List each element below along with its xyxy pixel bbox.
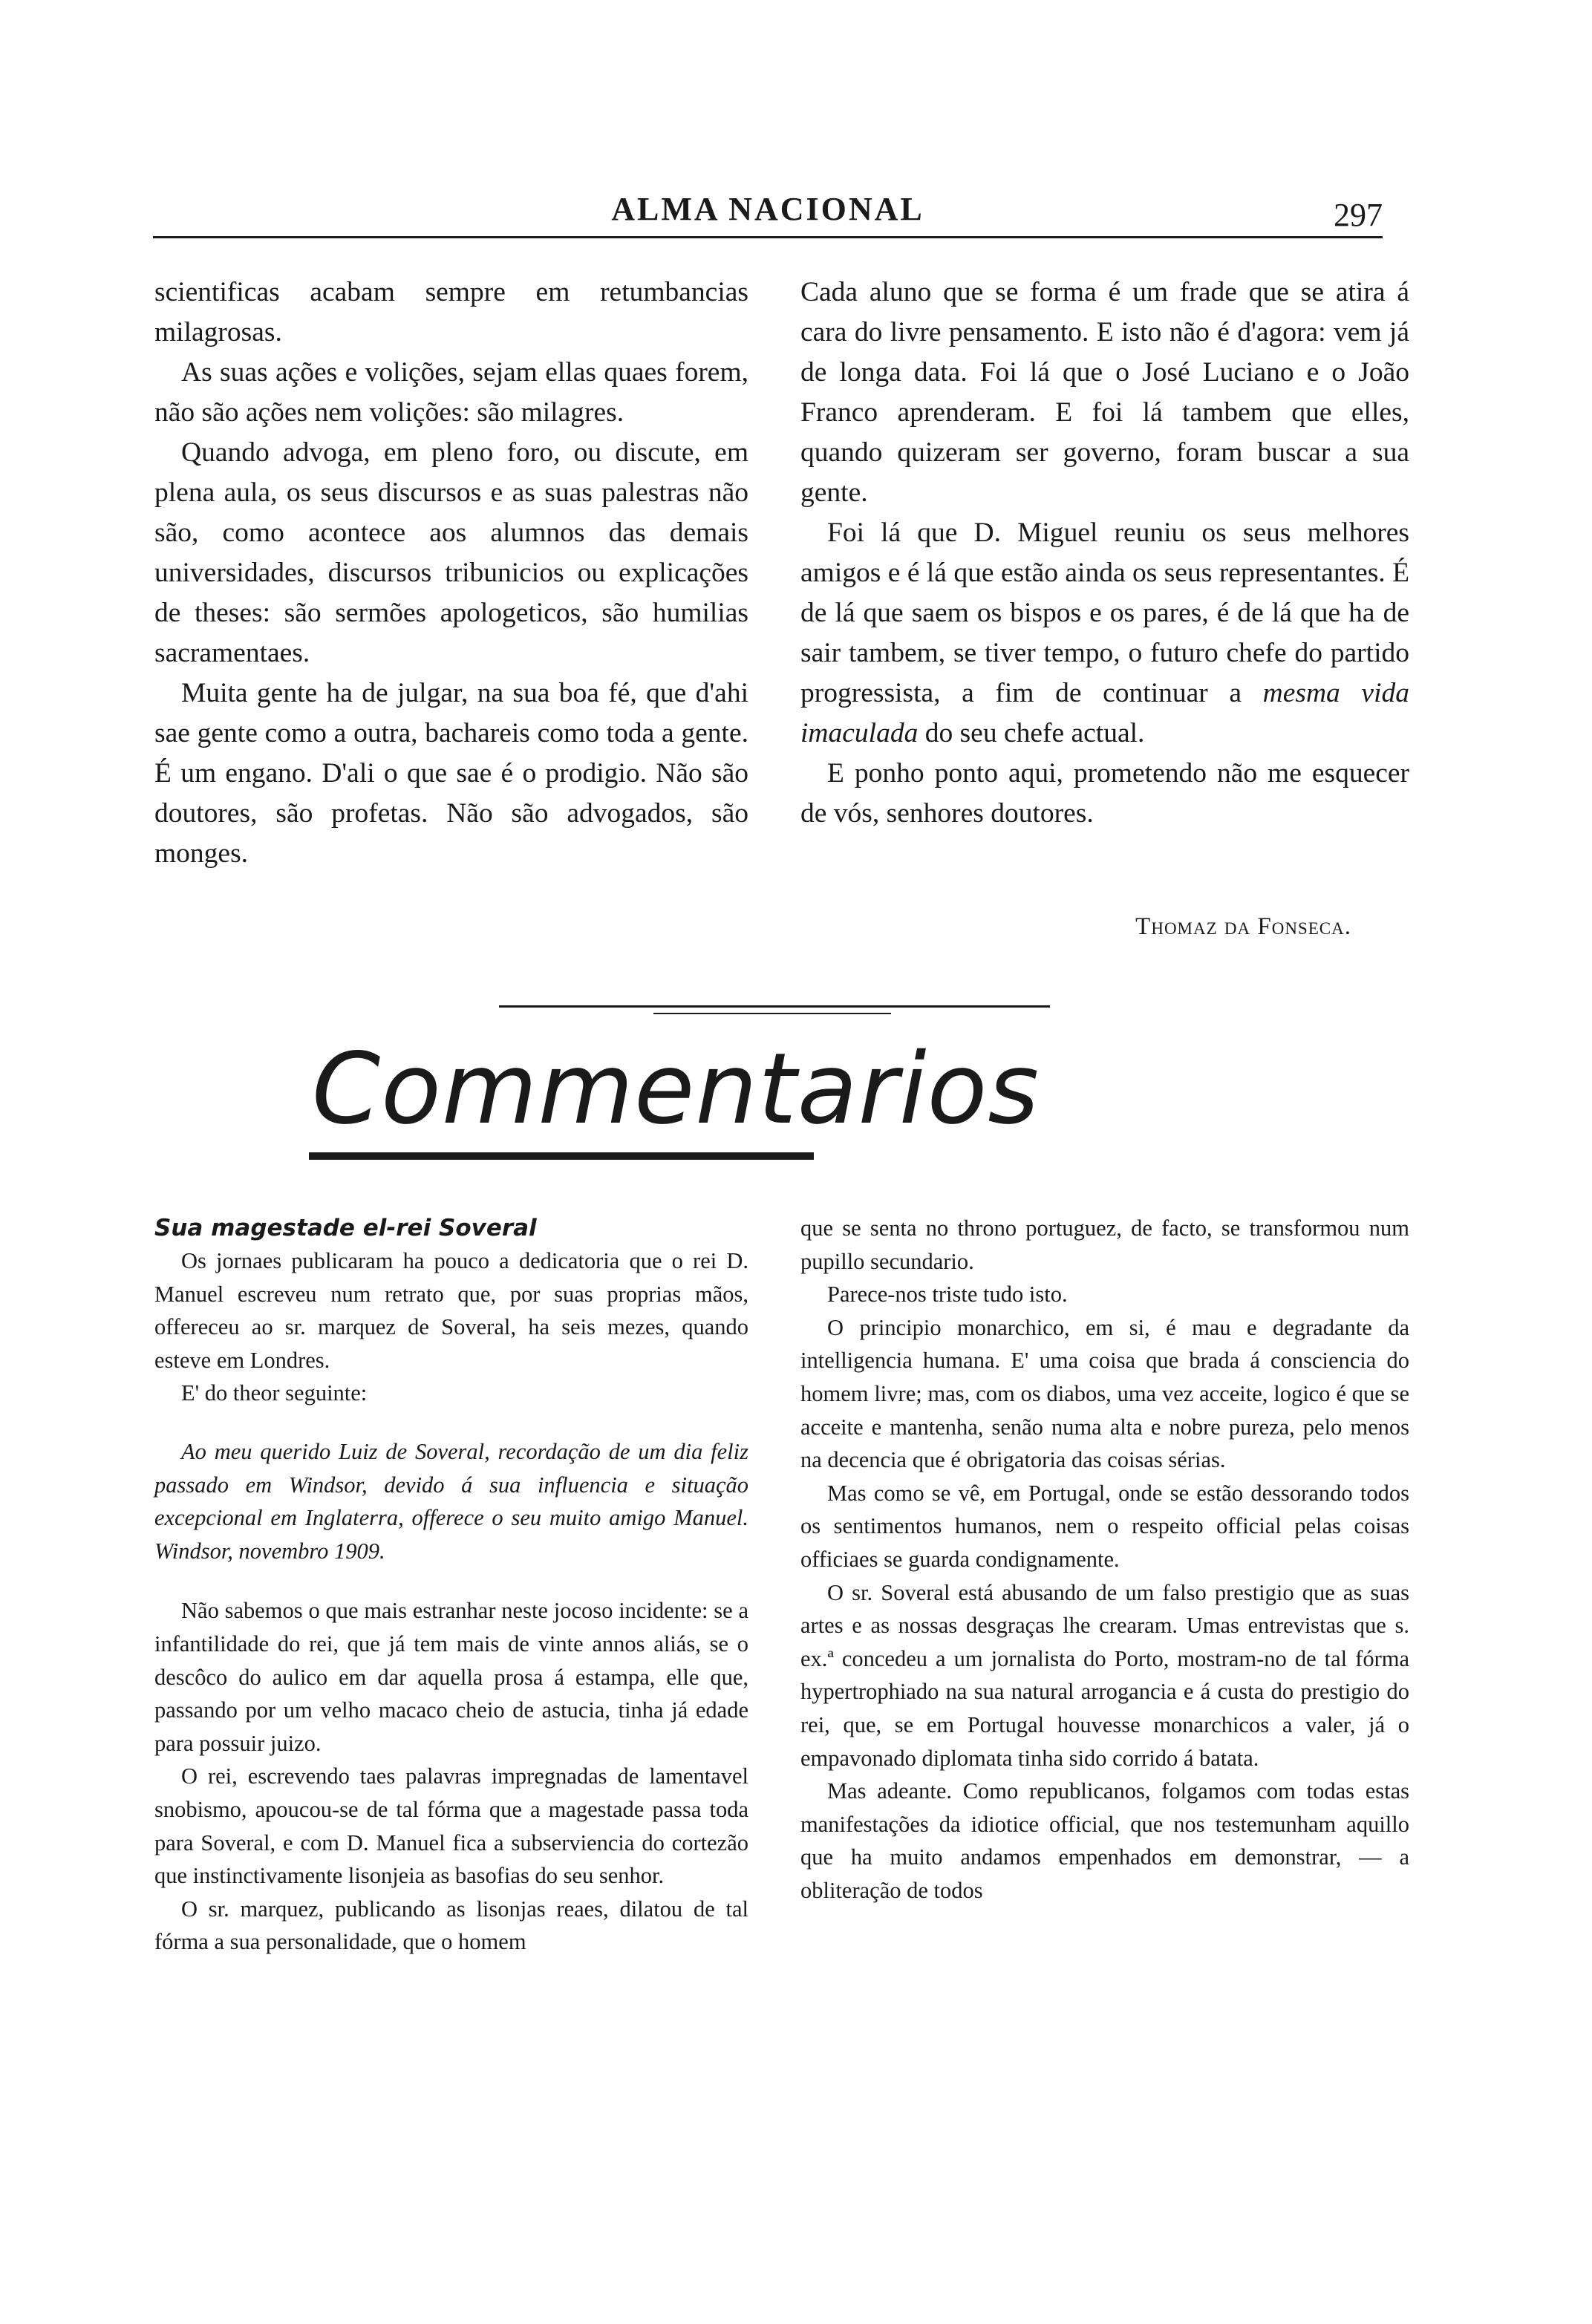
emphasized-phrase: mesma vida imaculada [800,678,1409,748]
paragraph: Os jornaes publicaram ha pouco a dedicatoria que o rei D. Manuel escreveu num retrato que, por suas proprias mãos, offereceu ao sr. marquez de Soveral, ha seis mezes, quando esteve em Londres. [154,1248,748,1373]
paragraph-text: do seu chefe actual. [918,718,1145,748]
commentary-left-column [154,1212,748,1959]
paragraph: O sr. Soveral está abusando de um falso prestigio que as suas artes e as nossas desgraças lhe crearam. Umas entrevistas que s. ex.ª concedeu a um jornalista do Porto, mostram-no de tal fórma hypertrophiado na sua natural arrogancia e á custa do prestigio do rei, que, se em Portugal houvesse monarchicos a valer, já o empavonado diplomata tinha sido corrido á batata. [800,1579,1409,1771]
paragraph: scientificas acabam sempre em retumbancias milagrosas. [154,277,748,347]
dedication-quote: Ao meu querido Luiz de Soveral, recordação de um dia feliz passado em Windsor, devido á sua influencia e situação excepcional em Inglaterra, offerece o seu muito amigo Manuel. Windsor, novembro 1909. [154,1438,748,1564]
section-heading-rule [309,1152,814,1160]
paragraph: E' do theor seguinte: [181,1380,368,1406]
journal-title: ALMA NACIONAL [611,191,924,227]
article-continuation-right-column [800,272,1409,834]
paragraph: Mas como se vê, em Portugal, onde se estão dessorando todos os sentimentos humanos, nem o respeito official pelas coisas officiaes se guarda condignamente. [800,1480,1409,1572]
header-rule [153,236,1383,238]
paragraph: As suas ações e volições, sejam ellas quaes forem, não são ações nem volições: são milagres. [154,357,748,428]
paragraph: Mas adeante. Como republicanos, folgamos com todas estas manifestações da idiotice official, que nos testemunham aquillo que ha muito andamos empenhados em demonstrar, — a obliteração de todos [800,1778,1409,1903]
paragraph: O principio monarchico, em si, é mau e degradante da intelligencia humana. E' uma coisa que brada á consciencia do homem livre; mas, com os diabos, uma vez acceite, logico é que se acceite e mantenha, senão numa alta e nobre pureza, pelo menos na decencia que é obrigatoria das coisas sérias. [800,1314,1409,1473]
article-divider-short [653,1013,891,1014]
commentary-right-column [800,1212,1409,1907]
article-divider [499,1005,1050,1008]
paragraph [800,513,1409,754]
paragraph: Parece-nos triste tudo isto. [827,1282,1068,1308]
section-heading: Commentarios [312,1032,1040,1146]
paragraph: O sr. marquez, publicando as lisonjas reaes, dilatou de tal fórma a sua personalidade, que o homem [154,1896,748,1955]
paragraph: Não sabemos o que mais estranhar neste jocoso incidente: se a infantilidade do rei, que já tem mais de vinte annos aliás, se o descôco do aulico em dar aquella prosa á estampa, elle que, passando por um velho macaco cheio de astucia, tinha já edade para possuir juizo. [154,1598,748,1756]
author-signature: Thomaz da Fonseca. [1135,913,1351,940]
article-continuation-left-column [154,272,748,874]
running-header [153,177,1383,236]
paragraph: E ponho ponto aqui, prometendo não me esquecer de vós, senhores doutores. [800,758,1409,829]
paragraph: Cada aluno que se forma é um frade que se atira á cara do livre pensamento. E isto não é d'agora: vem já de longa data. Foi lá que o José Luciano e o João Franco aprenderam. E foi lá tambem que elles, quando quizeram ser governo, foram buscar a sua gente. [800,277,1409,508]
paragraph: que se senta no throno portuguez, de facto, se transformou num pupillo secundario. [800,1215,1409,1274]
article-subheading: Sua magestade el-rei Soveral [154,1215,537,1241]
paragraph-text: Foi lá que D. Miguel reuniu os seus melhores amigos e é lá que estão ainda os seus representantes. É de lá que saem os bispos e os pares, é de lá que ha de sair tambem, se tiver tempo, o futuro chefe do partido progressista, a fim de continuar a [800,518,1409,708]
page-number: 297 [1334,197,1383,233]
paragraph: Quando advoga, em pleno foro, ou discute, em plena aula, os seus discursos e as suas palestras não são, como acontece aos alumnos das demais universidades, discursos tribunicios ou explicações de theses: são sermões apologeticos, são humilias sacramentaes. [154,437,748,668]
paragraph: O rei, escrevendo taes palavras impregnadas de lamentavel snobismo, apoucou-se de tal fórma que a magestade passa toda para Soveral, e com D. Manuel fica a subserviencia do cortezão que instinctivamente lisonjeia as basofias do seu senhor. [154,1763,748,1889]
paragraph: Muita gente ha de julgar, na sua boa fé, que d'ahi sae gente como a outra, bachareis como toda a gente. É um engano. D'ali o que sae é o prodigio. Não são doutores, são profetas. Não são advogados, são monges. [154,678,748,869]
